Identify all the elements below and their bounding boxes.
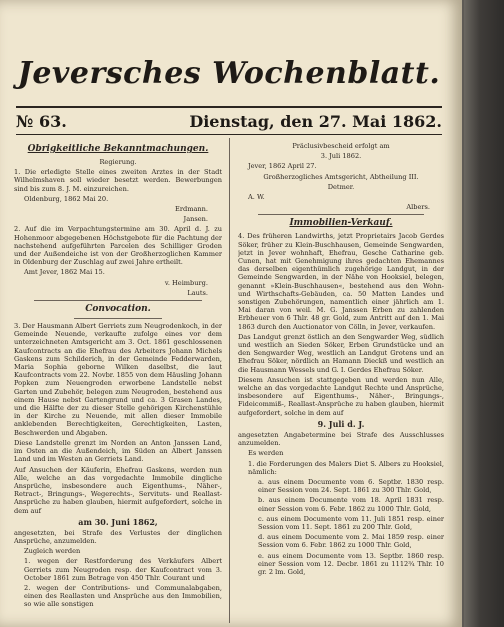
book-spine <box>464 0 504 627</box>
property-paragraph-5: Es werden <box>248 449 284 458</box>
property-paragraph-3: Diesem Ansuchen ist stattgegeben und werden nun Alle, welche an das vorgedachte Landgut Rechte und Ansprüche, insbesondere auf Eigenthums-, Näher-, Bringungs-, Fideicommiß-, Reallast-Ansprüche zu haben glauben, hiermit aufgefordert, solche in dem auf <box>238 375 444 417</box>
section-rule <box>34 300 202 301</box>
preclusion-heading: Präclusivbescheid erfolgt am <box>292 142 390 150</box>
property-date: 9. Juli d. J. <box>317 418 365 429</box>
preclusion-signature-3: Albers. <box>406 203 430 212</box>
notice-2-place: Amt Jever, 1862 Mai 15. <box>24 268 105 277</box>
notice-1: 1. Die erledigte Stelle eines zweiten Arztes in der Stadt Wilhelmshaven soll wieder besetzt werden. Bewerbungen sind bis zum 8. J. M. einzureichen. <box>14 168 222 193</box>
property-paragraph-4: angesetzten Angabetermine bei Strafe des Ausschlusses anzumelden. <box>238 430 444 448</box>
right-column <box>238 142 444 622</box>
notice-1-signature-2: Jansen. <box>183 215 208 224</box>
notice-1-place: Oldenburg, 1862 Mai 20. <box>24 194 109 203</box>
convocation-paragraph-5: Zugleich werden <box>24 547 81 556</box>
property-list-2: a. aus einem Documente vom 6. Septbr. 1830 resp. einer Session vom 24. Sept. 1861 zu 300 Thlr. Gold, <box>258 477 444 495</box>
property-list-1: 1. die Forderungen des Malers Diet S. Albers zu Hooksiel, nämlich: <box>248 459 444 476</box>
convocation-heading: Convocation. <box>85 304 151 315</box>
convocation-paragraph-1: 3. Der Hausmann Albert Gerriets zum Neugrodenkoch, in der Gemeinde Neuende, verkaufte zufolge eines vor dem unterzeichneten Amtsgericht am 3. Oct. 1861 geschlossenen Kaufcontracts an die Ehefrau des Arbeiters Johann Michels Gaskens zum Schilderich, in der Gemeinde Fedderwarden, Maria Sophia geborne Wilken daselbst, die laut Kaufcontracts vom 22. Novbr. 1855 von dem Häusling Johann Popken zum Neuengroden erworbene Landstelle nebst Garten und Zubehör, belegen zum Neugroden, bestehend aus einem Hause nebst Gartengrund und ca. 3 Grasen Landes, und die Hälfte der zu dieser Stelle gehörigen Kirchenstühle in der Kirche zu Neuende, mit allen dieser Immobile anklebenden Berechtigkeiten, Gerechtigkeiten, Lasten, Beschwerden und Abgaben. <box>14 322 222 437</box>
column-divider <box>229 138 230 623</box>
property-list-5: d. aus einem Documente vom 2. Mai 1859 resp. einer Session vom 6. Febr. 1862 zu 1000 Thlr. Gold, <box>258 533 444 550</box>
convocation-paragraph-2: Diese Landstelle grenzt im Norden an Anton Janssen Land, im Osten an die Außendeich, im Süden an Albert Janssen Land und im Westen an Gerriets Land. <box>14 438 222 464</box>
notice-2: 2. Auf die im Verpachtungstermine am 30. April d. J. zu Hohenmoor abgegebenen Höchstgebote für die Pachtung der nachstehend aufgeführten Parcelen des Schilliger Groden und der Außendeiche ist von der Großherzoglichen Kammer in Oldenburg der Zuschlag auf zwei Jahre ertheilt. <box>14 225 222 267</box>
convocation-rule <box>74 318 162 319</box>
preclusion-signature-2: A. W. <box>248 193 265 202</box>
masthead-rule <box>16 106 442 108</box>
regierung-heading: Regierung. <box>99 158 137 166</box>
convocation-paragraph-4: angesetzten, bei Strafe des Verlustes der dinglichen Ansprüche, anzumelden. <box>14 528 222 545</box>
preclusion-place: Jever, 1862 April 27. <box>248 162 317 171</box>
preclusion-date: 3. Juli 1862. <box>320 152 362 161</box>
issue-date: Dienstag, den 27. Mai 1862. <box>189 112 442 131</box>
issue-number: № 63. <box>16 112 67 131</box>
convocation-paragraph-3: Auf Ansuchen der Käuferin, Ehefrau Gaskens, werden nun Alle, welche an das vorgedachte Immobile dingliche Ansprüche, insbesondere auch Eigenthums-, Näher-, Retract-, Bringungs-, Wegerechts-, Servituts- und Reallast-Ansprüche zu haben glauben, hiermit aufgefordert, solche in dem auf <box>14 465 222 515</box>
notice-1-signature: Erdmann. <box>175 205 208 214</box>
convocation-date: am 30. Juni 1862, <box>78 516 158 527</box>
property-list-6: e. aus einem Documente vom 13. Septbr. 1860 resp. einer Session vom 12. Decbr. 1861 zu 1112¾ Thlr. 10 gr. 2 lm. Gold, <box>258 551 444 576</box>
notice-2-signature: v. Heimburg. <box>164 278 208 287</box>
property-sale-heading: Immobilien-Verkauf. <box>289 218 393 229</box>
official-notices-heading: Obrigkeitliche Bekanntmachungen. <box>27 144 209 154</box>
section-rule-right <box>258 214 424 215</box>
convocation-list-1: 1. wegen der Restforderung des Verkäufers Albert Gerriets zum Neugroden resp. der Kaufcontract vom 3. October 1861 zum Betrage von 450 Thlr. Courant und <box>24 557 222 582</box>
property-list-4: c. aus einem Documente vom 11. Juli 1851 resp. einer Session vom 11. Sept. 1861 zu 200 Thlr. Gold, <box>258 514 444 531</box>
left-column <box>14 142 222 622</box>
convocation-list-2: 2. wegen der Contributions- und Communalabgaben, einen des Reallasten und Ansprüche aus den Immobilien, so wie alle sonstigen <box>24 583 222 609</box>
property-paragraph-1: 4. Des früheren Landwirths, jetzt Proprietairs Jacob Gerdes Söker, früher zu Klein-Buschhausen, Gemeinde Sengwarden, jetzt in Jever wohnhaft, Ehefrau, Gesche Catharine geb. Cunen, hat mit Genehmigung ihres gedachten Ehemannes das derselben eigenthümlich zugehörige Landgut, in der Gemeinde Sengwarden, in der Nähe von Hooksiel, belegen, genannt »Klein-Buschhausen«, bestehend aus den Wohn- und Wirthschafts-Gebäuden, ca. 50 Matten Landes und sonstigen Zubehörungen, namentlich einer jährlich am 1. Mai daran von weil. M. G. Janssen Erben zu zahlenden Erbheuer von 6 Thlr. 48 gr. Gold, zum Antritt auf den 1. Mai 1863 durch den Auctionator von Cölln, in Jever, verkaufen. <box>238 232 444 331</box>
property-paragraph-2: Das Landgut grenzt östlich an den Sengwarder Weg, südlich und westlich an Sieden Söker, Erben Grundstücke und an den Sengwarder Weg, westlich an Landgut Grotens und an Ehefrau Söker, nördlich an Hamann Dieckß und westlich an die Hausmann Wessels und G. I. Gerdes Ehefrau Söker. <box>238 332 444 374</box>
masthead-title: Jeversches Wochenblatt. <box>17 56 441 91</box>
issue-line <box>16 112 442 131</box>
preclusion-court: Großherzogliches Amtsgericht, Abtheilung III. <box>263 172 419 181</box>
property-list-3: b. aus einem Documente vom 18. April 1831 resp. einer Session vom 6. Febr. 1862 zu 1000 Thlr. Gold, <box>258 496 444 513</box>
notice-2-signature-2: Lauts. <box>187 288 208 297</box>
preclusion-signature: Detmer. <box>327 182 355 191</box>
issue-rule <box>16 134 442 135</box>
